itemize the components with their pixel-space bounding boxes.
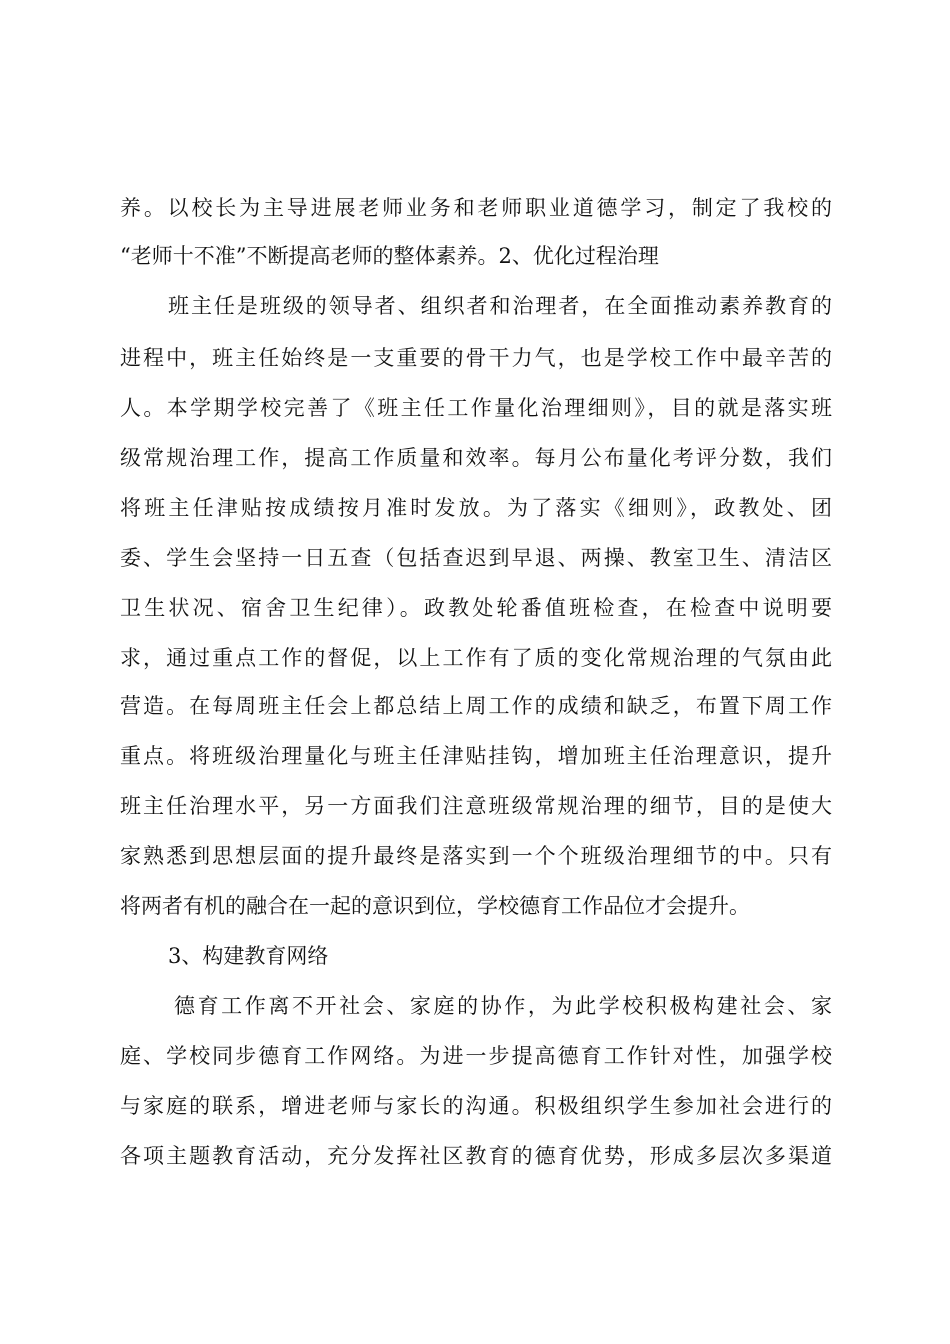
text-line: 庭、学校同步德育工作网络。为进一步提高德育工作针对性，加强学校 bbox=[120, 1044, 832, 1068]
paragraph-first-line: 班主任是班级的领导者、组织者和治理者，在全面推动素养教育的 bbox=[168, 294, 832, 318]
text-line: 与家庭的联系，增进老师与家长的沟通。积极组织学生参加社会进行的 bbox=[120, 1094, 832, 1118]
section-heading: 3、构建教育网络 bbox=[168, 944, 329, 968]
text-line: 将班主任津贴按成绩按月准时发放。为了落实《细则》，政教处、团 bbox=[120, 496, 832, 520]
text-line: 营造。在每周班主任会上都总结上周工作的成绩和缺乏，布置下周工作 bbox=[120, 694, 832, 718]
text-line: 卫生状况、宿舍卫生纪律）。政教处轮番值班检查，在检查中说明要 bbox=[120, 596, 832, 620]
text-line: 各项主题教育活动，充分发挥社区教育的德育优势，形成多层次多渠道 bbox=[120, 1144, 832, 1168]
text-line: 人。本学期学校完善了《班主任工作量化治理细则》，目的就是落实班 bbox=[120, 396, 832, 420]
text-line: 家熟悉到思想层面的提升最终是落实到一个个班级治理细节的中。只有 bbox=[120, 844, 832, 868]
text-line: 重点。将班级治理量化与班主任津贴挂钩，增加班主任治理意识，提升 bbox=[120, 744, 832, 768]
paragraph-first-line: 德育工作离不开社会、家庭的协作，为此学校积极构建社会、家 bbox=[174, 994, 832, 1018]
text-line: 级常规治理工作，提高工作质量和效率。每月公布量化考评分数，我们 bbox=[120, 446, 832, 470]
text-line: 求，通过重点工作的督促，以上工作有了质的变化常规治理的气氛由此 bbox=[120, 646, 832, 670]
text-line: 委、学生会坚持一日五查（包括查迟到早退、两操、教室卫生、清洁区 bbox=[120, 546, 832, 570]
text-line: “老师十不准”不断提高老师的整体素养。2、优化过程治理 bbox=[120, 244, 659, 268]
text-line: 养。以校长为主导进展老师业务和老师职业道德学习，制定了我校的 bbox=[120, 196, 832, 220]
text-line: 班主任治理水平，另一方面我们注意班级常规治理的细节，目的是使大 bbox=[120, 794, 832, 818]
text-line: 进程中，班主任始终是一支重要的骨干力气，也是学校工作中最辛苦的 bbox=[120, 346, 832, 370]
text-line: 将两者有机的融合在一起的意识到位，学校德育工作品位才会提升。 bbox=[120, 894, 750, 918]
